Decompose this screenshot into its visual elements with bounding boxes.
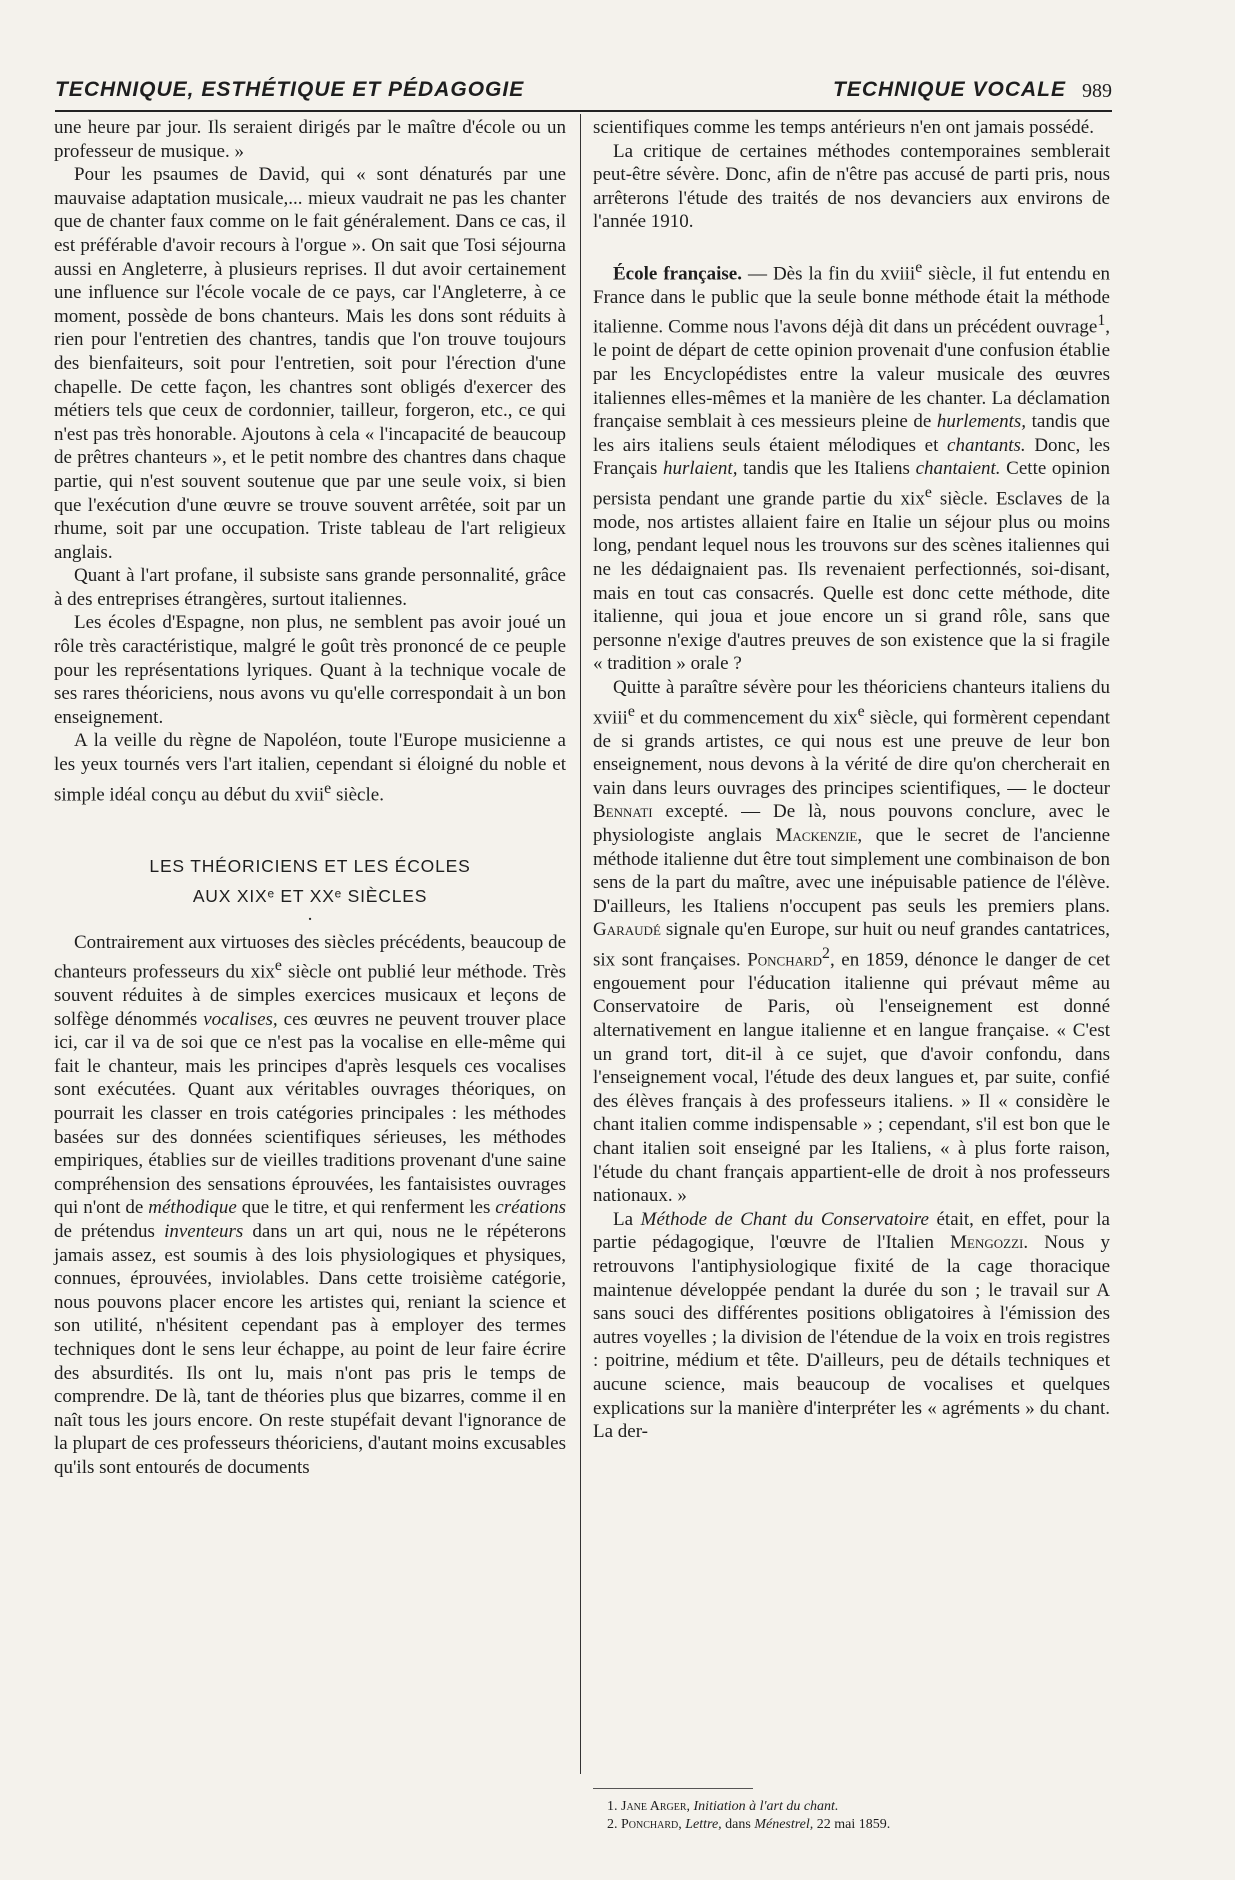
paragraph: Quitte à paraître sévère pour les théoriciens chanteurs italiens du xviii$^e$ et du commencement du xix$^e$ siècle, qui formèrent cependant de si grands artistes, ce qui nous est une preuve de leur bon enseignement, nous devons à la vérité de dire qu'on chercherait en vain dans leurs ouvrages des principes scientifiques, — le docteur Bennati excepté. — De là, nous pouvons conclure, avec le physiologiste anglais Mackenzie, que le secret de l'ancienne méthode italienne dut être tout simplement une combinaison de bon sens de la part du maître, avec une inépuisable patience de l'élève. D'ailleurs, les Italiens n'occupent pas seuls les premiers plans. Garaudé signale qu'en Europe, sur huit ou neuf grandes cantatrices, six sont françaises. Ponchard$^2$, en 1859, dénonce le danger de cet engouement pour l'éducation italienne qui prévaut même au Conservatoire de Paris, où l'enseignement est donné alternativement en langue italienne et en langue française. « C'est un grand tort, dit-il à ce sujet, que d'avoir confondu, dans l'enseignement vocal, l'étude des deux langues et, par suite, confié des élèves français à des professeurs italiens. » Il « considère le chant italien comme indispensable » ; cependant, s'il est bon que le chant italien soit enseigné par les Italiens, « à plus forte raison, l'étude du chant français appartient-elle de droit à nos professeurs nationaux. »	[593, 677, 1111, 1207]
paragraph: une heure par jour. Ils seraient dirigés par le maître d'école ou un professeur de musique. »	[54, 117, 566, 162]
paragraph: École française. — Dès la fin du xviii$^e$ siècle, il fut entendu en France dans le public que la seule bonne méthode était la méthode italienne. Comme nous l'avons déjà dit dans un précédent ouvrage$^1$, le point de départ de cette opinion provenait d'une confusion établie par les Encyclopédistes entre la valeur musicale des œuvres italiennes elles-mêmes et la manière de les chanter. La déclamation française semblait à ces messieurs pleine de hurlements, tandis que les airs italiens seuls étaient mélodiques et chantants. Donc, les Français hurlaient, tandis que les Italiens chantaient. Cette opinion persista pendant une grande partie du xix$^e$ siècle. Esclaves de la mode, nos artistes allaient faire en Italie un séjour plus ou moins long, pendant lequel nous les trouvons sur des scènes italiennes qui ne les dédaignaient pas. Ils revenaient perfectionnés, soi-disant, mais en tout cas consacrés. Quelle est donc cette méthode, dite italienne, qui joua et joue encore un si grand rôle, sans que personne n'exige d'autres preuves de son existence que la si fragile « tradition » orale ?	[593, 258, 1111, 675]
footnote-separator	[593, 1788, 753, 1789]
left-column	[54, 116, 566, 1480]
footnote-2: 2. Ponchard, Lettre, dans Ménestrel, 22 mai 1859.	[607, 1817, 891, 1832]
section-ornament: ·	[306, 908, 314, 930]
page-number: 989	[1082, 80, 1112, 102]
paragraph: La Méthode de Chant du Conservatoire était, en effet, pour la partie pédagogique, l'œuvre de l'Italien Mengozzi. Nous y retrouvons l'antiphysiologique fixité de la cage thoracique maintenue développée pendant la durée du son ; le travail sur A sans souci des différentes positions obligatoires à l'émission des autres voyelles ; la division de l'étendue de la voix en trois registres : poitrine, médium et tête. D'ailleurs, peu de détails techniques et aucune science, mais beaucoup de vocalises et quelques explications sur la manière d'interpréter les « agréments » du chant. La der-	[593, 1208, 1110, 1443]
footnote-1: 1. Jane Arger, Initiation à l'art du chant.	[607, 1799, 839, 1814]
column-divider	[580, 114, 581, 1774]
paragraph: Contrairement aux virtuoses des siècles précédents, beaucoup de chanteurs professeurs du xix$^e$ siècle ont publié leur méthode. Très souvent réduites à de simples exercices musicaux et leçons de solfège dénommés vocalises, ces œuvres ne peuvent trouver place ici, car il va de soi que ce n'est pas la vocalise en elle-même qui fait le chanteur, mais les principes d'après lesquels ces vocalises sont exécutées. Quant aux véritables ouvrages théoriques, on pourrait les classer en trois catégories principales : les méthodes basées sur des données scientifiques sérieuses, les méthodes empiriques, établies sur de vieilles traditions provenant d'une saine compréhension des sensations éprouvées, les fantaisistes ouvrages qui n'ont de méthodique que le titre, et qui renferment les créations de prétendus inventeurs dans un art qui, nous ne le répéterons jamais assez, est soumis à des lois physiologiques et physiques, connues, éprouvées, inviolables. Dans cette troisième catégorie, nous pouvons placer encore les artistes qui, reniant la science et son utilité, n'hésitent cependant pas à employer des termes techniques dont le sens leur échappe, au point de leur faire écrire des absurdités. Ils ont lu, mais n'ont pas pris le temps de comprendre. De là, tant de théories plus que bizarres, comme il en naît tous les jours encore. On reste stupéfait devant l'ignorance de la plupart de ces professeurs théoriciens, d'autant moins excusables qu'ils sont entourés de documents	[54, 931, 567, 1478]
paragraph: scientifiques comme les temps antérieurs n'en ont jamais possédé.	[593, 117, 1094, 138]
paragraph: Quant à l'art profane, il subsiste sans grande personnalité, grâce à des entreprises étrangères, surtout italiennes.	[54, 565, 566, 610]
header-chapter-title: TECHNIQUE VOCALE	[832, 78, 1066, 101]
right-column	[593, 116, 1110, 1444]
paragraph: Les écoles d'Espagne, non plus, ne semblent pas avoir joué un rôle très caractéristique, malgré le goût très prononcé de ce peuple pour les représentations lyriques. Quant à la technique vocale de ses rares théoriciens, nous avons vu qu'elle correspondait à un bon enseignement.	[54, 612, 566, 728]
footnotes	[607, 1798, 1107, 1834]
running-header	[55, 78, 1112, 112]
paragraph: La critique de certaines méthodes contemporaines semblerait peut-être sévère. Donc, afin de n'être pas accusé de parti pris, nous arrêterons l'étude des traités de nos devanciers aux environs de l'année 1910.	[593, 140, 1110, 233]
footnote-ref: 2	[822, 944, 830, 962]
subsection-title: École française.	[613, 263, 742, 285]
section-heading: LES THÉORICIENS ET LES ÉCOLES AUX XIXᵉ ET XXᵉ SIÈCLES	[149, 855, 471, 906]
header-section-title: TECHNIQUE, ESTHÉTIQUE ET PÉDAGOGIE	[55, 78, 525, 101]
paragraph: Pour les psaumes de David, qui « sont dénaturés par une mauvaise adaptation musicale,... mieux vaudrait ne pas les chanter que de chanter faux comme on le fait généralement. Dans ce cas, il est préférable d'avoir recours à l'orgue ». On sait que Tosi séjourna aussi en Angleterre, à plusieurs reprises. Il dut avoir certainement une influence sur l'école vocale de ce pays, car l'Angleterre, à ce moment, possède de bons chanteurs. Mais les dons sont réduits à rien pour l'entretien des chantres, tandis que l'on trouve toujours des bienfaiteurs, soit pour l'entretien, soit pour l'érection d'une chapelle. De cette façon, les chantres sont obligés d'exercer des métiers tels que ceux de cordonnier, tailleur, forgeron, etc., ce qui n'est pas très honorable. Ajoutons à cela « l'incapacité de beaucoup de prêtres chanteurs », et le petit nombre des chantres dans chaque partie, qui n'est souvent soutenue que par une seule voix, si bien que l'exécution d'une œuvre se trouve souvent arrêtée, soit par un rhume, soit par une occupation. Triste tableau de l'art religieux anglais.	[54, 164, 566, 563]
paragraph: A la veille du règne de Napoléon, toute l'Europe musicienne a les yeux tournés vers l'art italien, cependant si éloigné du noble et simple idéal conçu au début du xvii$^e$ siècle.	[54, 730, 566, 805]
footnote-ref: 1	[1097, 312, 1106, 330]
